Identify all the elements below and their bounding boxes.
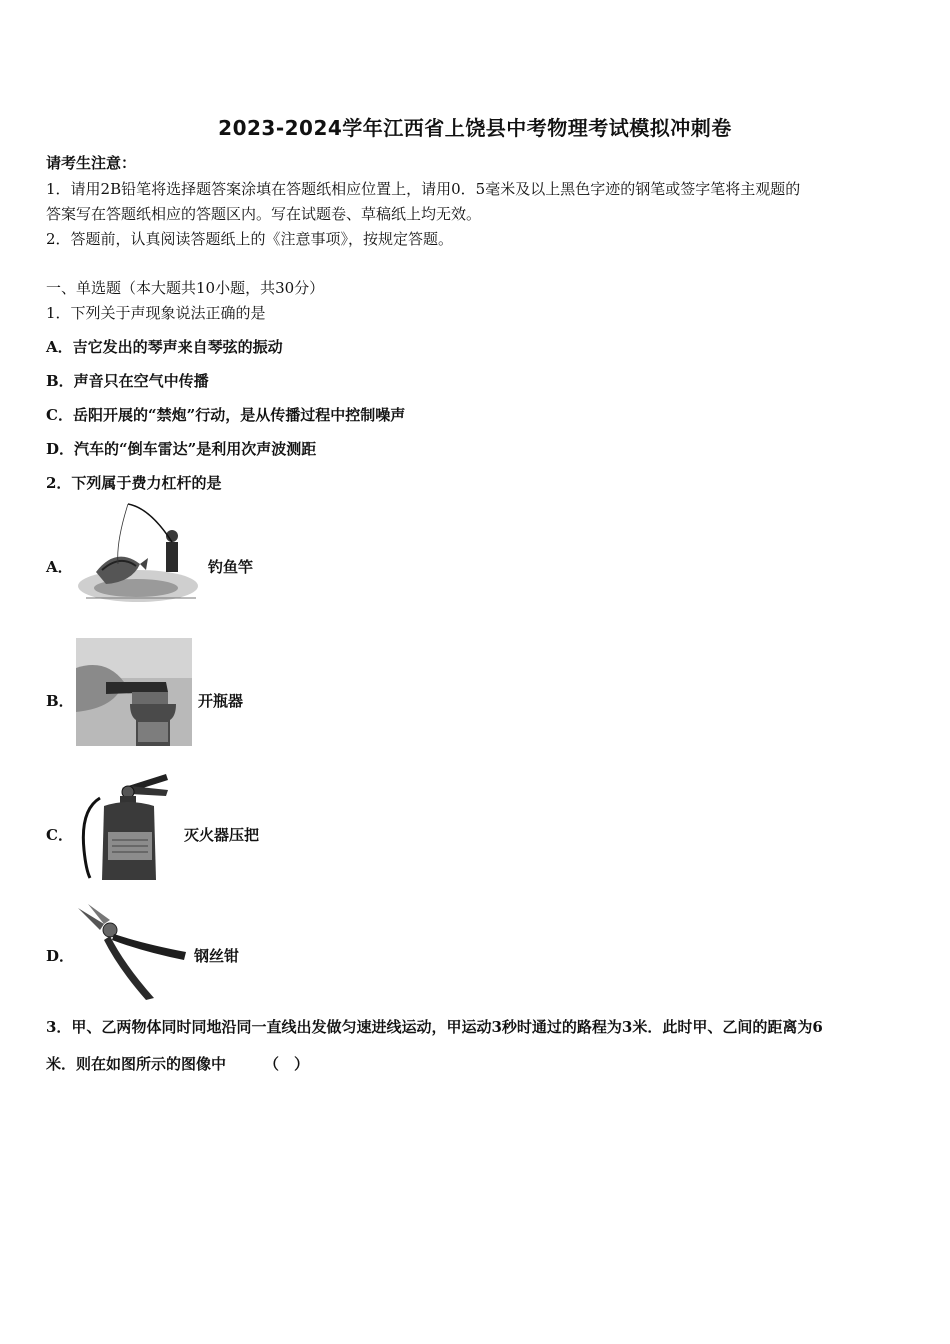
q2-option-a-label: 钓鱼竿 — [208, 558, 254, 576]
notice-item-1-line-2: 答案写在答题纸相应的答题区内。写在试题卷、草稿纸上均无效。 — [46, 205, 482, 223]
section-heading: 一、单选题（本大题共10小题，共30分） — [46, 279, 325, 297]
notice-heading: 请考生注意： — [46, 154, 137, 172]
q2-option-b-letter: B． — [46, 692, 74, 710]
q2-option-d-label: 钢丝钳 — [194, 947, 240, 965]
notice-item-2: 2．答题前，认真阅读答题纸上的《注意事项》，按规定答题。 — [46, 230, 454, 248]
q1-option-a: A．吉它发出的琴声来自琴弦的振动 — [46, 338, 283, 356]
pliers-icon — [74, 904, 192, 1000]
fire-extinguisher-icon — [80, 770, 172, 880]
notice-item-1-line-1: 1．请用2B铅笔将选择题答案涂填在答题纸相应位置上，请用0．5毫米及以上黑色字迹的钢笔或签字笔将主观题的 — [46, 180, 801, 198]
q2-option-c-letter: C． — [46, 826, 73, 844]
bottle-opener-icon — [76, 638, 192, 746]
question-3-text: 米．则在如图所示的图像中 — [46, 1055, 227, 1073]
page-title: 2023-2024学年江西省上饶县中考物理考试模拟冲刺卷 — [218, 116, 732, 140]
question-3-line-2 — [46, 1053, 309, 1074]
q2-option-a-letter: A． — [46, 558, 73, 576]
answer-blank: （ ） — [264, 1055, 310, 1073]
q1-option-b: B．声音只在空气中传播 — [46, 372, 209, 390]
q1-option-d: D．汽车的“倒车雷达”是利用次声波测距 — [46, 440, 317, 458]
question-2-stem: 2．下列属于费力杠杆的是 — [46, 474, 222, 492]
question-1-stem: 1．下列关于声现象说法正确的是 — [46, 304, 266, 322]
q2-option-d-letter: D． — [46, 947, 75, 965]
q2-option-c-label: 灭火器压把 — [184, 826, 260, 844]
q2-option-b-label: 开瓶器 — [198, 692, 244, 710]
question-3-line-1: 3．甲、乙两物体同时同地沿同一直线出发做匀速进线运动，甲运动3秒时通过的路程为3米．此时甲、乙间的距离为6 — [46, 1018, 823, 1036]
q1-option-c: C．岳阳开展的“禁炮”行动，是从传播过程中控制噪声 — [46, 406, 406, 424]
fishing-rod-icon — [76, 502, 206, 606]
